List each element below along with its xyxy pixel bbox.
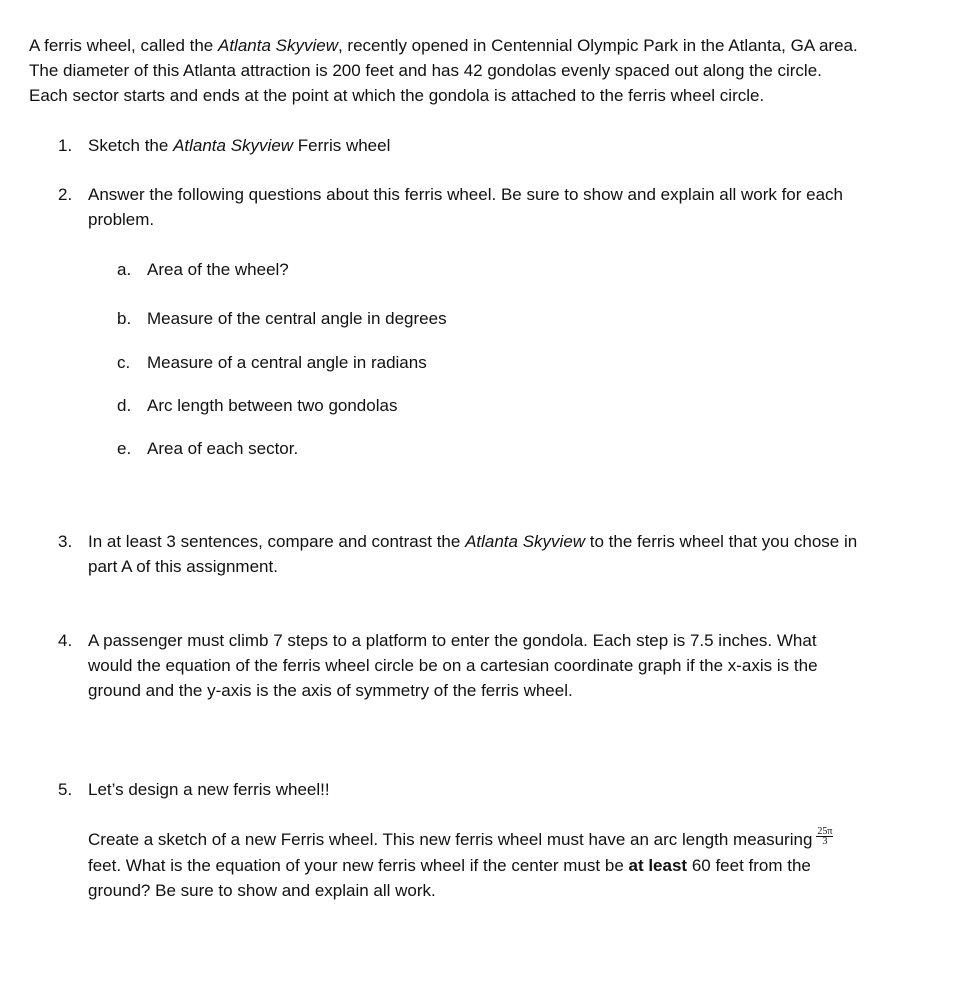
q1-number: 1.	[58, 136, 73, 155]
fraction-numerator: 25π	[817, 826, 833, 838]
q5-para-text-a: feet. What is the equation of your new ferris wheel if the center must be	[88, 856, 629, 875]
q2d-letter: d.	[117, 396, 132, 415]
q5-heading: Let’s design a new ferris wheel!!	[88, 780, 330, 799]
q2d-text: Arc length between two gondolas	[147, 396, 398, 415]
q2a-letter: a.	[117, 260, 132, 279]
intro-text: , recently opened in Centennial Olympic Park in the Atlanta, GA area.	[337, 36, 858, 55]
q4-line-2: would the equation of the ferris wheel circle be on a cartesian coordinate graph if the x-axis is the	[88, 656, 818, 675]
q3-text-a: In at least 3 sentences, compare and contrast the	[88, 532, 466, 551]
q2-number: 2.	[58, 185, 73, 204]
q3-line-1	[88, 529, 857, 554]
q5-para-text-b: 60 feet from the	[687, 856, 811, 875]
q2a-text: Area of the wheel?	[147, 260, 289, 279]
q2c-text: Measure of a central angle in radians	[147, 353, 427, 372]
fraction-denominator: 3	[822, 836, 828, 848]
q5-para-line-3: ground? Be sure to show and explain all work.	[88, 881, 436, 900]
q4-line-1: A passenger must climb 7 steps to a platform to enter the gondola. Each step is 7.5 inches. What	[88, 631, 817, 650]
emphasis-at-least: at least	[628, 856, 688, 875]
q1-text-a: Sketch the	[88, 136, 174, 155]
arc-length-fraction	[816, 827, 833, 846]
q5-para-line-1	[88, 827, 833, 852]
q3-number: 3.	[58, 532, 73, 551]
wheel-name: Atlanta Skyview	[465, 532, 586, 551]
intro-line-2: The diameter of this Atlanta attraction is 200 feet and has 42 gondolas evenly spaced out along the circle.	[29, 61, 822, 80]
q4-line-3: ground and the y-axis is the axis of symmetry of the ferris wheel.	[88, 681, 573, 700]
q3-line-2: part A of this assignment.	[88, 557, 278, 576]
q2-line-2: problem.	[88, 210, 155, 229]
q4-number: 4.	[58, 631, 73, 650]
q5-para-text: Create a sketch of a new Ferris wheel. This new ferris wheel must have an arc length measuring	[88, 830, 813, 849]
wheel-name: Atlanta Skyview	[217, 36, 338, 55]
q3-text-b: to the ferris wheel that you chose in	[585, 532, 858, 551]
q5-number: 5.	[58, 780, 73, 799]
wheel-name: Atlanta Skyview	[173, 136, 294, 155]
q2b-letter: b.	[117, 309, 132, 328]
intro-line-1	[29, 33, 858, 58]
q2-line-1: Answer the following questions about this ferris wheel. Be sure to show and explain all work for each	[88, 185, 844, 204]
q2e-letter: e.	[117, 439, 132, 458]
intro-text: A ferris wheel, called the	[29, 36, 218, 55]
q1-text	[88, 133, 390, 158]
q5-para-line-2	[88, 853, 811, 878]
q2c-letter: c.	[117, 353, 131, 372]
q2b-text: Measure of the central angle in degrees	[147, 309, 447, 328]
q1-text-b: Ferris wheel	[293, 136, 391, 155]
q2e-text: Area of each sector.	[147, 439, 299, 458]
intro-line-3: Each sector starts and ends at the point at which the gondola is attached to the ferris wheel circle.	[29, 86, 765, 105]
